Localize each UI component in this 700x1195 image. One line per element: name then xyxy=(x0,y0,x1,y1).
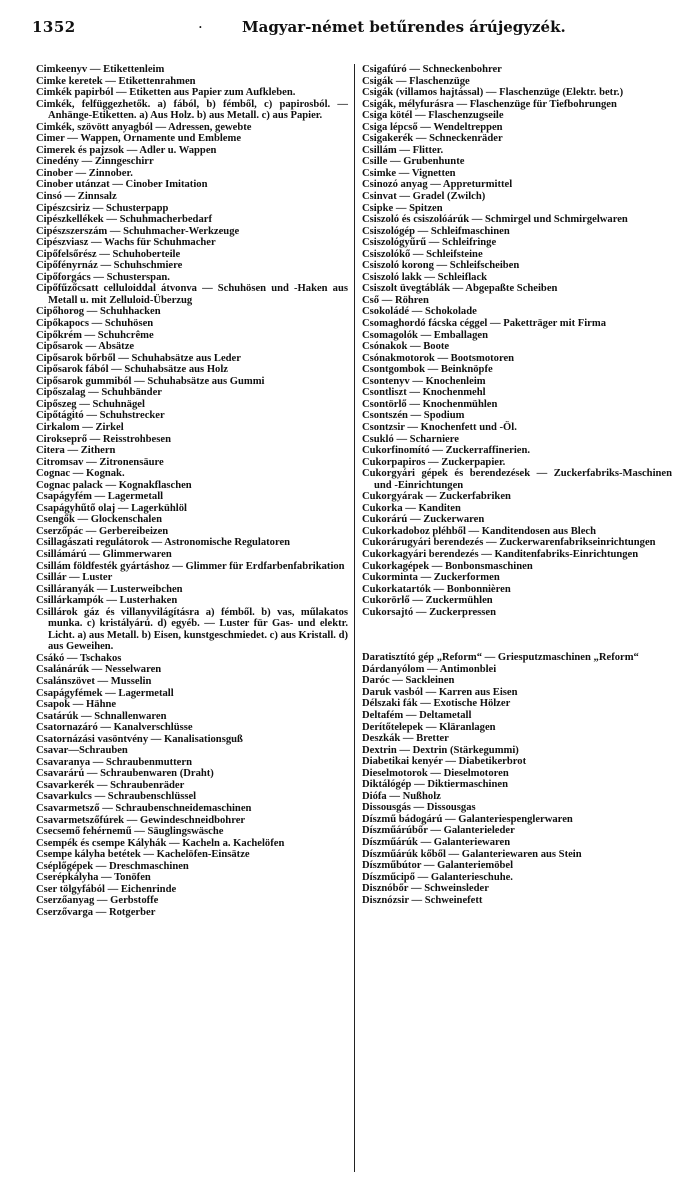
index-entry: Cukorárugyári berendezés — Zuckerwarenfabrikseinrichtungen xyxy=(362,537,656,549)
index-entry: Csapágyfém — Lagermetall xyxy=(36,491,164,503)
index-entry: Cukorörlő — Zuckermühlen xyxy=(362,595,493,607)
index-entry: Csillám — Flitter. xyxy=(362,144,444,156)
index-entry: Cimkék, felfüggezhetők. a) fából, b) fémből, c) papirosból. — Anhänge-Etiketten. a) Aus Holz. b) aus Metall. c) aus Papier. xyxy=(36,98,348,122)
index-entry: Csapágyfémek — Lagermetall xyxy=(36,687,174,699)
index-entry: Csukló — Scharniere xyxy=(362,433,459,445)
index-entry: Csontgombok — Beinknöpfe xyxy=(362,364,493,376)
index-entry: Csatornázási vasöntvény — Kanalisationsguß xyxy=(36,733,243,745)
index-entry: Díszmű bádogárú — Galanteriespenglerwaren xyxy=(362,813,573,825)
index-entry: Csigák — Flaschenzüge xyxy=(362,75,470,87)
index-entry: Derítőtelepek — Kläranlagen xyxy=(362,721,496,733)
index-entry: Cipőkapocs — Schuhösen xyxy=(36,318,154,330)
index-entry: Csillám földfesték gyártáshoz — Glimmer für Erdfarbenfabrikation xyxy=(36,560,345,572)
left-column xyxy=(36,64,348,918)
index-entry: Cirokseprő — Reisstrohbesen xyxy=(36,433,171,445)
index-entry: Cinedény — Zinngeschirr xyxy=(36,156,154,168)
index-entry: Cipőfényrnáz — Schuhschmiere xyxy=(36,260,183,272)
index-entry: Diktálógép — Diktiermaschinen xyxy=(362,779,508,791)
index-entry: Díszműcipő — Galanterieschuhe. xyxy=(362,871,513,883)
index-entry: Csavarkulcs — Schraubenschlüssel xyxy=(36,791,197,803)
index-entry: Dieselmotorok — Dieselmotoren xyxy=(362,767,509,779)
index-entry: Cimer — Wappen, Ornamente und Embleme xyxy=(36,133,242,145)
right-column-c-section xyxy=(362,64,672,618)
index-entry: Cinsó — Zinnsalz xyxy=(36,191,117,203)
index-entry: Deszkák — Bretter xyxy=(362,733,449,745)
index-entry: Cimke keretek — Etikettenrahmen xyxy=(36,75,196,87)
index-entry: Díszműárúk — Galanteriewaren xyxy=(362,837,511,848)
index-entry: Csille — Grubenhunte xyxy=(362,156,465,168)
index-entry: Csalánárúk — Nesselwaren xyxy=(36,664,162,676)
index-entry: Cimkeenyv — Etikettenleim xyxy=(36,64,165,75)
index-entry: Cukorkagépek — Bonbonsmaschinen xyxy=(362,560,533,572)
index-entry: Cipősarok fából — Schuhabsätze aus Holz xyxy=(36,364,228,376)
index-entry: Cipősarok gummiból — Schuhabsätze aus Gummi xyxy=(36,375,265,387)
index-entry: Cukorsajtó — Zuckerpressen xyxy=(362,606,496,618)
index-entry: Cserzőpác — Gerbereibeizen xyxy=(36,525,169,537)
index-entry: Cipészszerszám — Schuhmacher-Werkzeuge xyxy=(36,225,240,237)
index-entry: Csalánszövet — Musselin xyxy=(36,675,152,687)
index-entry: Csiszolókő — Schleifsteine xyxy=(362,248,483,260)
index-entry: Cukorgyári gépek és berendezések — Zuckerfabriks-Maschinen und -Einrichtungen xyxy=(362,468,672,491)
index-entry: Csontszén — Spodium xyxy=(362,410,465,422)
index-entry: Daróc — Sackleinen xyxy=(362,675,455,687)
index-entry: Cipőszalag — Schuhbänder xyxy=(36,387,162,399)
index-entry: Cserzővarga — Rotgerber xyxy=(36,906,156,918)
page-number: 1352 xyxy=(32,18,76,36)
index-entry: Cinober — Zinnober. xyxy=(36,167,133,179)
index-entry: Csónakmotorok — Bootsmotoren xyxy=(362,352,515,364)
column-divider xyxy=(354,64,355,1172)
index-entry: Diabetikai kenyér — Diabetikerbrot xyxy=(362,756,527,768)
index-entry: Cipőfűzőcsatt celluloiddal átvonva — Schuhösen und -Haken aus Metall u. mit Zelluloid-Überzug xyxy=(36,283,348,306)
index-entry: Cipőfelsőrész — Schuhoberteile xyxy=(36,248,181,260)
index-entry: Cső — Röhren xyxy=(362,294,429,306)
index-entry: Csiszoló és csiszolóárúk — Schmirgel und Schmirgelwaren xyxy=(362,214,628,226)
index-entry: Csavarkerék — Schraubenräder xyxy=(36,779,185,791)
index-entry: Dárdanyólom — Antimonblei xyxy=(362,663,497,675)
index-entry: Csillagászati regulátorok — Astronomische Regulatoren xyxy=(36,537,291,549)
header-separator: · xyxy=(198,18,203,36)
index-entry: Daruk vasból — Karren aus Eisen xyxy=(362,686,518,698)
index-entry: Csavarmetszőfúrek — Gewindeschneidbohrer xyxy=(36,814,246,826)
index-entry: Díszműbútor — Galanteriemöbel xyxy=(362,860,514,872)
index-entry: Csatárúk — Schnallenwaren xyxy=(36,710,167,722)
section-gap xyxy=(362,618,672,652)
index-entry: Csontzsir — Knochenfett und -Öl. xyxy=(362,421,517,433)
index-entry: Cséplőgépek — Dreschmaschinen xyxy=(36,860,189,872)
index-entry: Cipőszeg — Schuhnägel xyxy=(36,398,145,410)
index-entry: Cognac — Kognak. xyxy=(36,468,125,480)
index-entry: Cipészviasz — Wachs für Schuhmacher xyxy=(36,237,216,249)
index-entry: Csillárok gáz és villanyvilágításra a) fémből. b) vas, műlakatos munka. c) kristályárú. d) egyéb. — Luster für Gas- und elektr. Licht. a) aus Metall. b) Eisen, kunstgeschmiedet. c) aus Kristall. d) aus Geweihen. xyxy=(36,606,348,653)
index-entry: Csontliszt — Knochenmehl xyxy=(362,387,486,399)
right-column-d-section xyxy=(362,652,672,906)
index-entry: Csónakok — Boote xyxy=(362,341,450,353)
index-entry: Cipőhorog — Schuhhacken xyxy=(36,306,161,318)
index-entry: Csavar—Schrauben xyxy=(36,745,128,757)
index-entry: Dextrin — Dextrin (Stärkegummi) xyxy=(362,744,519,756)
index-entry: Dissousgás — Dissousgas xyxy=(362,802,476,814)
index-entry: Csiszolt üvegtáblák — Abgepaßte Scheiben xyxy=(362,283,558,295)
index-entry: Cimkék papirból — Etiketten aus Papier zum Aufkleben. xyxy=(36,87,296,99)
index-entry: Csiszológép — Schleifmaschinen xyxy=(362,225,510,237)
index-entry: Daratisztító gép „Reform“ — Griesputzmaschinen „Reform“ xyxy=(362,652,639,664)
index-entry: Disznózsir — Schweinefett xyxy=(362,894,483,906)
index-entry: Csecsemő fehérnemű — Säuglingswäsche xyxy=(36,826,224,838)
index-entry: Cser tölgyfából — Eichenrinde xyxy=(36,883,177,895)
index-entry: Csomagolók — Emballagen xyxy=(362,329,488,341)
index-entry: Csontörlő — Knochenmühlen xyxy=(362,398,498,410)
index-entry: Csipke — Spitzen xyxy=(362,202,443,214)
index-entry: Csavarmetsző — Schraubenschneidemaschinen xyxy=(36,803,252,814)
index-entry: Cukorkatartók — Bonbonnièren xyxy=(362,583,511,595)
index-entry: Csavaranya — Schraubenmuttern xyxy=(36,756,192,768)
index-entry: Csilláranyák — Lusterweibchen xyxy=(36,583,183,595)
index-entry: Cimkék, szövött anyagból — Adressen, gewebte xyxy=(36,121,252,133)
index-entry: Cukorkagyári berendezés — Kanditenfabriks-Einrichtungen xyxy=(362,548,639,560)
index-entry: Cserépkályha — Tonöfen xyxy=(36,872,151,884)
index-entry: Cinober utánzat — Cinober Imitation xyxy=(36,179,208,191)
index-entry: Cukorfinomító — Zuckerraffinerien. xyxy=(362,445,531,457)
index-entry: Díszműárúbőr — Galanterieleder xyxy=(362,825,515,837)
page-title: Magyar-német betűrendes árújegyzék. xyxy=(242,18,566,36)
index-entry: Cukorárú — Zuckerwaren xyxy=(362,514,485,526)
index-entry: Csokoládé — Schokolade xyxy=(362,306,477,318)
index-entry: Csigafúró — Schneckenbohrer xyxy=(362,64,502,75)
index-entry: Csiga kötél — Flaschenzugseile xyxy=(362,110,504,122)
index-entry: Csiszológyűrű — Schleifringe xyxy=(362,237,497,249)
index-entry: Diófa — Nußholz xyxy=(362,790,441,802)
index-entry: Csiga lépcső — Wendeltreppen xyxy=(362,121,503,133)
index-entry: Cirkalom — Zirkel xyxy=(36,421,124,433)
index-entry: Cukorkadoboz pléhből — Kanditendosen aus Blech xyxy=(362,525,597,537)
index-entry: Csiszoló lakk — Schleiflack xyxy=(362,271,488,283)
index-entry: Csapágyhűtő olaj — Lagerkühlöl xyxy=(36,502,187,514)
index-entry: Csempe kályha betétek — Kachelöfen-Einsätze xyxy=(36,849,250,861)
index-entry: Cukorminta — Zuckerformen xyxy=(362,572,500,584)
index-entry: Csengők — Glockenschalen xyxy=(36,514,162,526)
index-entry: Cserzőanyag — Gerbstoffe xyxy=(36,895,159,907)
index-entry: Csinvat — Gradel (Zwilch) xyxy=(362,191,486,203)
index-entry: Cipészkellékek — Schuhmacherbedarf xyxy=(36,214,212,226)
index-entry: Csapok — Hähne xyxy=(36,699,117,711)
index-entry: Citromsav — Zitronensäure xyxy=(36,456,164,468)
index-entry: Citera — Zithern xyxy=(36,445,116,457)
index-entry: Délszaki fák — Exotische Hölzer xyxy=(362,698,511,710)
index-entry: Csavarárú — Schraubenwaren (Draht) xyxy=(36,768,214,780)
index-entry: Disznóbőr — Schweinsleder xyxy=(362,883,489,895)
index-entry: Cukorgyárak — Zuckerfabriken xyxy=(362,491,511,503)
index-entry: Csempék és csempe Kályhák — Kacheln a. Kachelöfen xyxy=(36,837,285,849)
index-entry: Csillárkampók — Lusterhaken xyxy=(36,595,178,607)
index-entry: Cognac palack — Kognakflaschen xyxy=(36,479,192,491)
index-entry: Cipőkrém — Schuhcrême xyxy=(36,329,154,341)
index-entry: Cukorpapiros — Zuckerpapier. xyxy=(362,456,506,468)
right-column xyxy=(362,64,672,906)
index-entry: Csákó — Tschakos xyxy=(36,652,122,664)
index-entry: Csomaghordó fácska céggel — Paketträger mit Firma xyxy=(362,318,606,330)
index-entry: Cipősarok — Absätze xyxy=(36,341,135,353)
index-entry: Csillár — Luster xyxy=(36,572,113,584)
index-entry: Cipőforgács — Schusterspan. xyxy=(36,271,170,283)
index-entry: Cipészcsiriz — Schusterpapp xyxy=(36,202,169,214)
index-entry: Cipőtágitó — Schuhstrecker xyxy=(36,410,165,422)
index-entry: Csigák (villamos hajtással) — Flaschenzüge (Elektr. betr.) xyxy=(362,87,624,99)
index-entry: Cimerek és pajzsok — Adler u. Wappen xyxy=(36,144,217,156)
index-entry: Deltafém — Deltametall xyxy=(362,709,472,721)
index-entry: Csillámárú — Glimmerwaren xyxy=(36,548,172,560)
index-entry: Cipősarok bőrből — Schuhabsätze aus Leder xyxy=(36,352,241,364)
index-entry: Csinozó anyag — Appreturmittel xyxy=(362,179,513,191)
index-entry: Csontenyv — Knochenleim xyxy=(362,375,486,387)
index-entry: Díszműárúk kőből — Galanteriewaren aus Stein xyxy=(362,848,582,860)
index-entry: Csatornazáró — Kanalverschlüsse xyxy=(36,722,193,734)
index-entry: Csiszoló korong — Schleifscheiben xyxy=(362,260,520,272)
index-entry: Csigakerék — Schneckenräder xyxy=(362,133,503,145)
page-header xyxy=(30,18,670,44)
index-entry: Csimke — Vignetten xyxy=(362,167,456,179)
index-entry: Csigák, mélyfurásra — Flaschenzüge für Tiefbohrungen xyxy=(362,98,617,110)
index-entry: Cukorka — Kanditen xyxy=(362,502,461,514)
